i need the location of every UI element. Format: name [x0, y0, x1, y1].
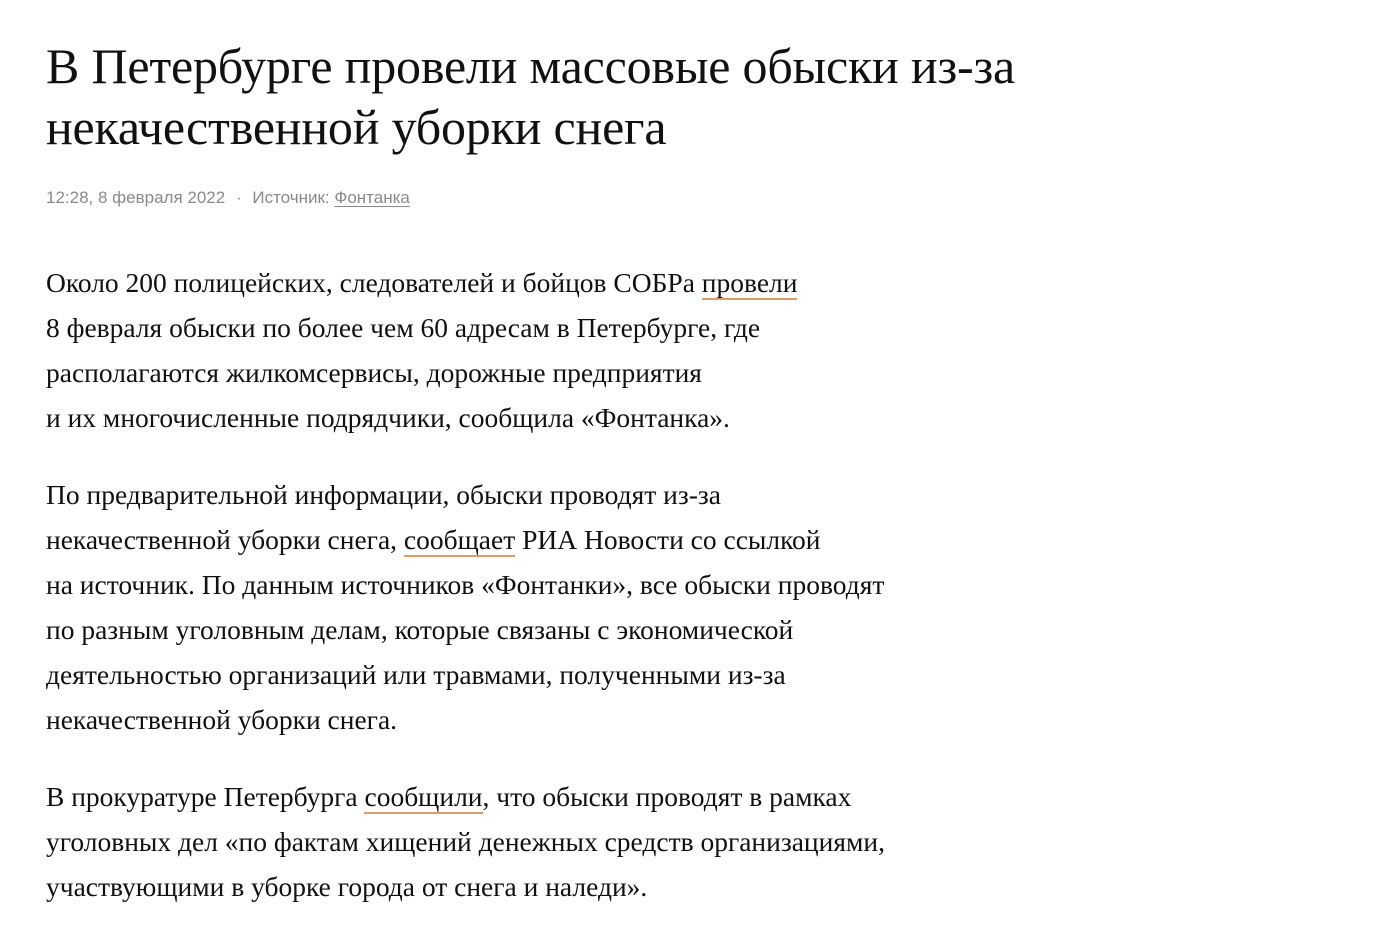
- article-meta: [46, 187, 1366, 209]
- paragraph-line: некачественной уборки снега.: [46, 704, 398, 735]
- paragraph-line: По предварительной информации, обыски проводят из-за: [46, 479, 721, 510]
- text-segment: Около 200 полицейских, следователей и бойцов СОБРа: [46, 267, 702, 298]
- paragraph-line: на источник. По данным источников «Фонтанки», все обыски проводят: [46, 569, 885, 600]
- paragraph-line: и их многочисленные подрядчики, сообщила «Фонтанка».: [46, 402, 730, 433]
- text-segment: некачественной уборки снега,: [46, 524, 404, 555]
- publish-datetime: 12:28, 8 февраля 2022: [46, 188, 226, 207]
- source-label: Источник:: [252, 188, 330, 207]
- text-segment: , что обыски проводят в рамках: [482, 781, 852, 812]
- paragraph-line: [46, 517, 1366, 562]
- article: [46, 0, 1366, 909]
- article-paragraph: [46, 260, 1366, 440]
- article-paragraph: [46, 472, 1366, 742]
- article-paragraph: [46, 774, 1366, 909]
- text-segment: РИА Новости со ссылкой: [515, 524, 821, 555]
- paragraph-line: [46, 774, 1366, 819]
- meta-separator: ·: [235, 188, 242, 207]
- inline-link-proveli[interactable]: провели: [701, 267, 798, 298]
- paragraph-line: по разным уголовным делам, которые связаны с экономической: [46, 614, 794, 645]
- paragraph-line: деятельностью организаций или травмами, полученными из-за: [46, 659, 786, 690]
- source-link[interactable]: Фонтанка: [334, 188, 410, 207]
- paragraph-line: [46, 260, 1366, 305]
- title-line: В Петербурге провели массовые обыски из-за: [46, 38, 1015, 94]
- inline-link-soobshchili[interactable]: сообщили: [364, 781, 483, 812]
- title-line: некачественной уборки снега: [46, 99, 667, 155]
- text-segment: В прокуратуре Петербурга: [46, 781, 365, 812]
- paragraph-line: участвующими в уборке города от снега и наледи».: [46, 871, 648, 902]
- paragraph-line: 8 февраля обыски по более чем 60 адресам в Петербурге, где: [46, 312, 761, 343]
- article-title: [46, 36, 1366, 158]
- inline-link-soobshchaet[interactable]: сообщает: [403, 524, 516, 555]
- paragraph-line: располагаются жилкомсервисы, дорожные предприятия: [46, 357, 702, 388]
- paragraph-line: уголовных дел «по фактам хищений денежных средств организациями,: [46, 826, 886, 857]
